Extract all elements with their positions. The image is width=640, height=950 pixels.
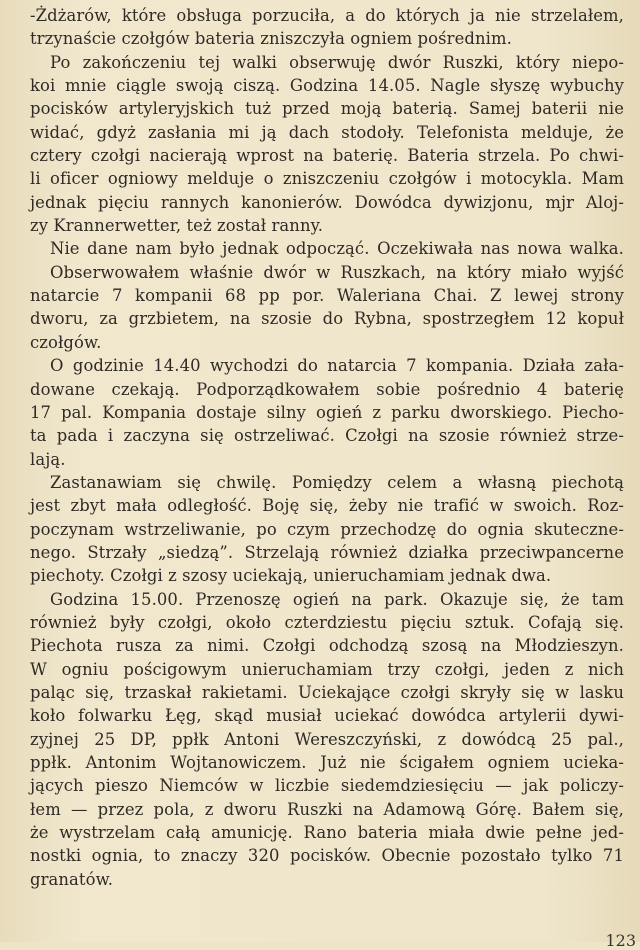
text-line: zyjnej 25 DP, ppłk Antoni Wereszczyński, z dowódcą 25 pal., [30, 729, 624, 749]
text-line: O godzinie 14.40 wychodzi do natarcia 7 kompania. Działa zała- [50, 356, 624, 376]
text-line: Nie dane nam było jednak odpocząć. Oczekiwała nas nowa walka. [50, 239, 624, 259]
text-line: ta pada i zaczyna się ostrzeliwać. Czołgi na szosie również strze- [30, 426, 624, 446]
text-line: Piechota rusza za nimi. Czołgi odchodzą szosą na Młodzieszyn. [30, 636, 624, 656]
body-text [30, 4, 624, 891]
text-line: jących pieszo Niemców w liczbie siedemdziesięciu — jak policzy- [30, 776, 624, 796]
text-line: ppłk. Antonim Wojtanowiczem. Już nie ścigałem ogniem ucieka- [30, 753, 624, 772]
text-line: Zastanawiam się chwilę. Pomiędzy celem a własną piechotą [50, 472, 624, 492]
text-line: nostki ognia, to znaczy 320 pocisków. Obecnie pozostało tylko 71 [30, 846, 624, 866]
text-line: jest zbyt mała odległość. Boję się, żeby nie trafić w swoich. Roz- [30, 496, 624, 516]
text-line: pocisków artyleryjskich tuż przed moją baterią. Samej baterii nie [30, 99, 624, 119]
text-line: li oficer ogniowy melduje o zniszczeniu czołgów i motocykla. Mam [30, 169, 624, 189]
text-line: zy Krannerwetter, też został ranny. [30, 216, 324, 236]
text-line: również były czołgi, około czterdziestu pięciu sztuk. Cofają się. [30, 612, 624, 632]
text-line: widać, gdyż zasłania mi ją dach stodoły. Telefonista melduje, że [30, 122, 624, 142]
text-line: granatów. [30, 869, 114, 889]
text-line: że wystrzelam całą amunicję. Rano bateria miała dwie pełne jed- [30, 823, 624, 843]
text-line: piechoty. Czołgi z szosy uciekają, unieruchamiam jednak dwa. [30, 566, 552, 586]
text-line: Obserwowałem właśnie dwór w Ruszkach, na który miało wyjść [50, 262, 624, 282]
text-line: natarcie 7 kompanii 68 pp por. Waleriana Chai. Z lewej strony [30, 286, 624, 306]
text-line: dowane czekają. Podporządkowałem sobie pośrednio 4 baterię [30, 379, 624, 399]
text-line: poczynam wstrzeliwanie, po czym przechodzę do ognia skuteczne- [30, 519, 624, 539]
text-line: łem — przez pola, z dworu Ruszki na Adamową Górę. Bałem się, [30, 799, 624, 819]
text-line: cztery czołgi nacierają wprost na baterię. Bateria strzela. Po chwi- [30, 146, 624, 166]
page-number: 123 [605, 931, 636, 950]
text-line: paląc się, trzaskał rakietami. Uciekające czołgi skryły się w lasku [30, 682, 624, 702]
text-line: koi mnie ciągle swoją ciszą. Godzina 14.05. Nagle słyszę wybuchy [30, 76, 624, 96]
text-line: Po zakończeniu tej walki obserwuję dwór Ruszki, który niepo- [50, 52, 624, 72]
text-line: jednak pięciu rannych kanonierów. Dowódca dywizjonu, mjr Aloj- [30, 192, 624, 212]
text-line: koło folwarku Łęg, skąd musiał uciekać dowódca artylerii dywi- [30, 706, 624, 726]
text-line: czołgów. [30, 332, 102, 352]
text-line: trzynaście czołgów bateria zniszczyła ogniem pośrednim. [30, 29, 512, 49]
text-line: Godzina 15.00. Przenoszę ogień na park. Okazuje się, że tam [50, 589, 624, 609]
text-line: dworu, za grzbietem, na szosie do Rybna, spostrzegłem 12 kopuł [30, 309, 624, 329]
text-line: W ogniu pościgowym unieruchamiam trzy czołgi, jeden z nich [30, 659, 624, 679]
text-line: nego. Strzały „siedzą”. Strzelają również działka przeciwpancerne [30, 542, 624, 562]
text-line: -Żdżarów, które obsługa porzuciła, a do których ja nie strzelałem, [30, 6, 624, 25]
text-line: 17 pal. Kompania dostaje silny ogień z parku dworskiego. Piecho- [30, 402, 624, 422]
text-line: lają. [30, 449, 66, 469]
